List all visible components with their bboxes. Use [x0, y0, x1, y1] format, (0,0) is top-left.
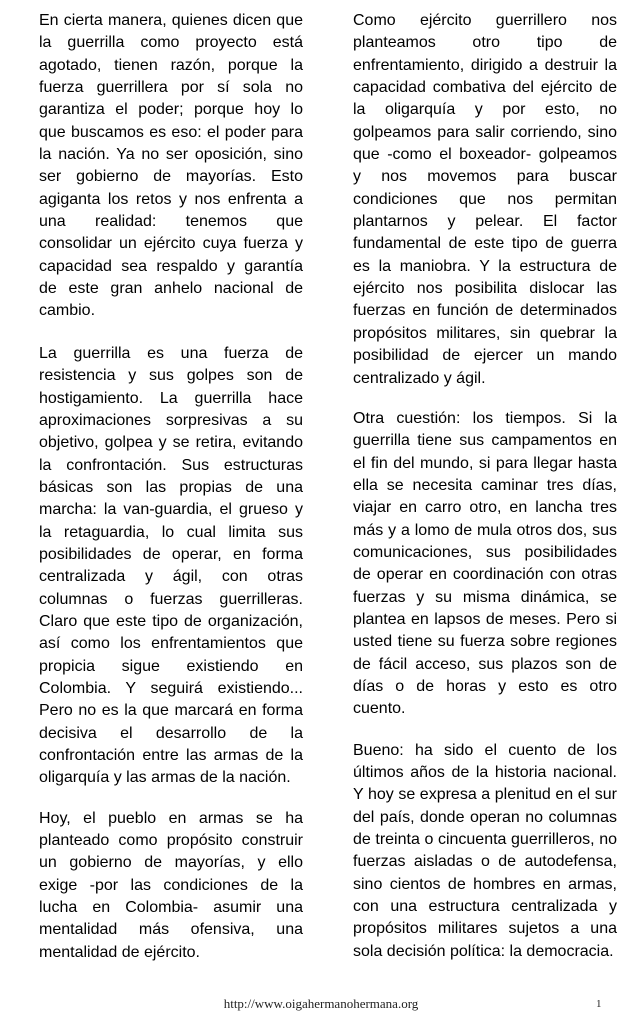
right-column	[353, 10, 617, 981]
paragraph: Bueno: ha sido el cuento de los últimos años de la historia nacional. Y hoy se expresa a plenitud en el sur del país, donde operan no columnas de treinta o cincuenta guerrilleros, no fuerzas aisladas o de autodefensa, sino cientos de hombres en armas, con una estructura centralizada y propósitos militares sujetos a una sola decisión política: la democracia.	[353, 741, 617, 960]
page-number: 1	[596, 998, 602, 1010]
paragraph: Hoy, el pueblo en armas se ha planteado como propósito construir un gobierno de mayorías, y ello exige -por las condiciones de la lucha en Colombia- asumir una mentalidad más ofensiva, una mentalidad de ejército.	[39, 809, 303, 961]
left-column	[39, 10, 303, 982]
paragraph: En cierta manera, quienes dicen que la guerrilla como proyecto está agotado, tienen razón, porque la fuerza guerrillera por sí sola no garantiza el poder; porque hoy lo que buscamos es eso: el poder para la nación. Ya no ser oposición, sino ser gobierno de mayorías. Esto agiganta los retos y nos enfrenta a una realidad: tenemos que consolidar un ejército cuya fuerza y capacidad sea respaldo y garantía de este gran anhelo nacional de cambio.	[39, 12, 303, 320]
footer-url-link[interactable]: http://www.oigahermanohermana.org	[223, 996, 419, 1011]
paragraph: Como ejército guerrillero nos planteamos otro tipo de enfrentamiento, dirigido a destruir la capacidad combativa del ejército de la oligarquía y por esto, no golpeamos para salir corriendo, sino que -como el boxeador- golpeamos y nos movemos para buscar condiciones que nos permitan plantarnos y pelear. El factor fundamental de este tipo de guerra es la maniobra. Y la estructura de ejército nos posibilita dislocar las fuerzas en función de determinados propósitos militares, sin quebrar la posibilidad de ejercer un mando centralizado y ágil.	[353, 12, 617, 387]
paragraph: La guerrilla es una fuerza de resistencia y sus golpes son de hostigamiento. La guerrilla hace aproximaciones sorpresivas a su objetivo, golpea y se retira, evitando la confrontación. Sus estructuras básicas son las propias de una marcha: la van-guardia, el grueso y la retaguardia, lo cual limita sus posibilidades de operar, en forma centralizada y ágil, con otras columnas o fuerzas guerrilleras. Claro que este tipo de organización, así como los enfrentamientos que propicia sigue existiendo en Colombia. Y seguirá existiendo... Pero no es la que marcará en forma decisiva el desarrollo de la confrontación entre las armas de la oligarquía y las armas de la nación.	[39, 344, 303, 787]
paragraph: Otra cuestión: los tiempos. Si la guerrilla tiene sus campamentos en el fin del mundo, si para llegar hasta ella se necesita caminar tres días, viajar en carro otro, en lancha tres más y a lomo de mula otros dos, sus comunicaciones, sus posibilidades de operar en coordinación con otras fuerzas y su misma dinámica, se plantea en lapsos de meses. Pero si usted tiene su fuerza sobre regiones de fácil acceso, sus plazos son de días o de horas y esto es otro cuento.	[353, 409, 617, 718]
